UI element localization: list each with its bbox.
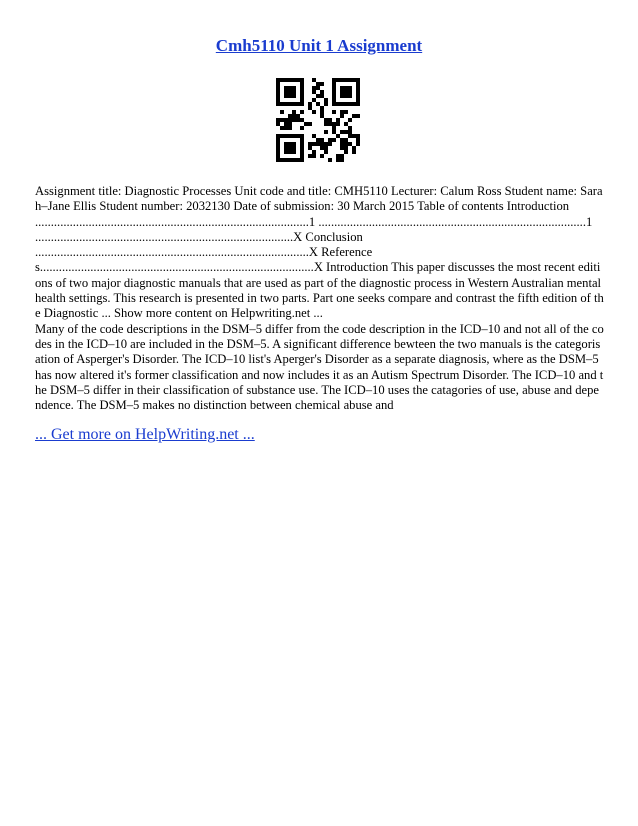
qr-code-icon (276, 78, 360, 162)
qr-module (300, 158, 304, 162)
qr-module (352, 146, 356, 150)
qr-module (344, 142, 348, 146)
qr-module (328, 118, 332, 122)
qr-module (280, 118, 284, 122)
qr-module (344, 138, 348, 142)
qr-module (344, 122, 348, 126)
qr-module (284, 150, 288, 154)
qr-module (284, 94, 288, 98)
qr-module (284, 78, 288, 82)
qr-module (276, 118, 280, 122)
qr-module (276, 134, 280, 138)
qr-module (292, 118, 296, 122)
qr-module (300, 86, 304, 90)
qr-module (308, 154, 312, 158)
qr-module (312, 134, 316, 138)
qr-module (320, 110, 324, 114)
qr-module (324, 98, 328, 102)
qr-module (312, 86, 316, 90)
qr-module (356, 98, 360, 102)
qr-module (276, 158, 280, 162)
qr-module (320, 142, 324, 146)
qr-module (332, 86, 336, 90)
qr-module (300, 78, 304, 82)
qr-module (288, 134, 292, 138)
qr-module (288, 122, 292, 126)
body-paragraph-1: Assignment title: Diagnostic Processes Unit code and title: CMH5110 Lecturer: Calum Ross Student name: Sarah–Jane Ellis Student number: 2032130 Date of submission: 30 March 2015 Table of contents Introduction .......................................................................................1 .....................................................................................1 ..................................................................................X Conclusion .......................................................................................X References.......................................................................................X Introduction This paper discusses the most recent editions of two major diagnostic manuals that are used as part of the diagnostic process in Western Australian mental health settings. This research is presented in two parts. Part one seeks compare and contrast the fifth edition of the Diagnostic ... Show more content on Helpwriting.net ... (35, 184, 604, 321)
qr-module (276, 82, 280, 86)
qr-module (288, 90, 292, 94)
qr-module (344, 150, 348, 154)
qr-module (284, 126, 288, 130)
qr-module (348, 142, 352, 146)
qr-module (280, 110, 284, 114)
qr-module (348, 130, 352, 134)
qr-module (356, 102, 360, 106)
qr-module (312, 90, 316, 94)
qr-module (340, 114, 344, 118)
qr-module (356, 142, 360, 146)
qr-module (276, 138, 280, 142)
qr-module (332, 94, 336, 98)
qr-module (336, 134, 340, 138)
qr-module (288, 118, 292, 122)
qr-module (348, 94, 352, 98)
qr-module (284, 86, 288, 90)
qr-module (276, 86, 280, 90)
qr-module (288, 86, 292, 90)
qr-module (332, 90, 336, 94)
qr-module (276, 122, 280, 126)
qr-module (296, 102, 300, 106)
qr-module (324, 146, 328, 150)
qr-module (328, 158, 332, 162)
qr-module (344, 110, 348, 114)
qr-module (284, 122, 288, 126)
qr-module (332, 98, 336, 102)
qr-module (356, 94, 360, 98)
qr-module (336, 158, 340, 162)
body-paragraph-2: Many of the code descriptions in the DSM–5 differ from the code description in the ICD–10 and not all of the codes in the ICD–10 are included in the DSM–5. A significant difference bewteen the two manuals is the categorisation of Asperger's Disorder. The ICD–10 list's Aperger's Disorder as a separate diagnosis, where as the DSM–5 has now altered it's former classification and now includes it as an Autism Spectrum Disorder. The ICD–10 and the DSM–5 differ in their classification of substance use. The ICD–10 uses the catagories of use, abuse and dependence. The DSM–5 makes no distinction between chemical abuse and (35, 321, 604, 413)
qr-module (276, 154, 280, 158)
qr-module (312, 110, 316, 114)
qr-module (332, 122, 336, 126)
qr-module (316, 142, 320, 146)
qr-module (292, 110, 296, 114)
qr-module (340, 90, 344, 94)
qr-module (288, 102, 292, 106)
qr-module (340, 110, 344, 114)
qr-module (300, 154, 304, 158)
qr-module (296, 134, 300, 138)
qr-module (352, 114, 356, 118)
qr-module (300, 102, 304, 106)
qr-module (296, 114, 300, 118)
qr-module (276, 90, 280, 94)
qr-module (332, 82, 336, 86)
qr-module (292, 114, 296, 118)
qr-module (316, 138, 320, 142)
qr-module (300, 126, 304, 130)
qr-module (280, 134, 284, 138)
qr-module (332, 110, 336, 114)
qr-module (312, 154, 316, 158)
qr-module (340, 154, 344, 158)
qr-module (292, 158, 296, 162)
qr-module (312, 78, 316, 82)
qr-module (336, 78, 340, 82)
qr-module (292, 142, 296, 146)
qr-module (356, 82, 360, 86)
qr-module (344, 130, 348, 134)
qr-module (336, 118, 340, 122)
qr-module (316, 86, 320, 90)
qr-module (336, 102, 340, 106)
qr-module (332, 126, 336, 130)
qr-module (312, 98, 316, 102)
qr-module (320, 114, 324, 118)
qr-module (284, 90, 288, 94)
qr-module (344, 90, 348, 94)
qr-module (300, 142, 304, 146)
qr-module (296, 118, 300, 122)
qr-module (276, 94, 280, 98)
document-body (35, 184, 605, 413)
qr-module (344, 146, 348, 150)
qr-module (320, 90, 324, 94)
qr-module (280, 126, 284, 130)
qr-module (300, 82, 304, 86)
qr-module (284, 142, 288, 146)
qr-module (276, 102, 280, 106)
qr-module (336, 154, 340, 158)
qr-module (340, 158, 344, 162)
qr-module (328, 122, 332, 126)
qr-module (276, 78, 280, 82)
qr-module (324, 118, 328, 122)
qr-module (300, 110, 304, 114)
qr-module (340, 138, 344, 142)
qr-module (280, 78, 284, 82)
qr-module (344, 86, 348, 90)
qr-module (296, 78, 300, 82)
qr-module (292, 86, 296, 90)
qr-module (288, 146, 292, 150)
qr-module (352, 78, 356, 82)
qr-module (288, 94, 292, 98)
qr-module (356, 78, 360, 82)
qr-module (288, 158, 292, 162)
qr-module (288, 126, 292, 130)
qr-module (332, 138, 336, 142)
qr-module (340, 130, 344, 134)
qr-module (348, 118, 352, 122)
qr-module (356, 114, 360, 118)
qr-module (356, 138, 360, 142)
qr-module (288, 150, 292, 154)
qr-module (320, 82, 324, 86)
qr-module (320, 94, 324, 98)
qr-module (300, 150, 304, 154)
qr-module (356, 134, 360, 138)
qr-module (288, 78, 292, 82)
qr-module (336, 122, 340, 126)
qr-module (348, 78, 352, 82)
qr-module (320, 154, 324, 158)
get-more-link[interactable]: ... Get more on HelpWriting.net ... (35, 426, 255, 443)
qr-module (308, 146, 312, 150)
qr-module (328, 138, 332, 142)
qr-module (340, 142, 344, 146)
qr-module (348, 102, 352, 106)
qr-module (324, 122, 328, 126)
qr-module (332, 78, 336, 82)
qr-module (340, 78, 344, 82)
qr-module (340, 102, 344, 106)
qr-module (308, 102, 312, 106)
qr-module (292, 150, 296, 154)
qr-module (300, 138, 304, 142)
qr-module (276, 98, 280, 102)
qr-module (324, 130, 328, 134)
qr-module (288, 114, 292, 118)
qr-module (324, 142, 328, 146)
qr-module (280, 158, 284, 162)
qr-module (316, 82, 320, 86)
qr-module (292, 102, 296, 106)
qr-module (340, 86, 344, 90)
qr-module (284, 158, 288, 162)
qr-module (320, 138, 324, 142)
qr-module (292, 146, 296, 150)
qr-module (356, 86, 360, 90)
qr-module (284, 118, 288, 122)
qr-module (328, 142, 332, 146)
qr-module (312, 142, 316, 146)
qr-module (320, 146, 324, 150)
qr-module (276, 146, 280, 150)
qr-module (324, 150, 328, 154)
qr-module (284, 102, 288, 106)
qr-module (316, 94, 320, 98)
qr-module (300, 146, 304, 150)
qr-module (344, 78, 348, 82)
qr-module (332, 102, 336, 106)
qr-module (312, 150, 316, 154)
qr-module (304, 122, 308, 126)
qr-module (296, 158, 300, 162)
qr-module (324, 102, 328, 106)
qr-module (300, 98, 304, 102)
document-title[interactable]: Cmh5110 Unit 1 Assignment (215, 36, 423, 55)
qr-module (300, 90, 304, 94)
qr-module (300, 94, 304, 98)
qr-module (340, 146, 344, 150)
qr-module (344, 102, 348, 106)
qr-module (276, 142, 280, 146)
qr-module (344, 94, 348, 98)
qr-module (276, 150, 280, 154)
qr-module (308, 106, 312, 110)
qr-module (284, 146, 288, 150)
qr-module (348, 86, 352, 90)
qr-module (308, 142, 312, 146)
qr-module (352, 102, 356, 106)
qr-module (340, 94, 344, 98)
qr-module (348, 134, 352, 138)
qr-module (356, 90, 360, 94)
qr-module (352, 134, 356, 138)
qr-module (288, 142, 292, 146)
qr-module (316, 102, 320, 106)
qr-module (320, 106, 324, 110)
qr-module (352, 150, 356, 154)
qr-module (300, 134, 304, 138)
qr-module (292, 94, 296, 98)
qr-module (284, 134, 288, 138)
qr-module (292, 134, 296, 138)
qr-module (348, 90, 352, 94)
qr-module (348, 126, 352, 130)
qr-module (292, 90, 296, 94)
qr-module (308, 122, 312, 126)
qr-module (300, 118, 304, 122)
qr-module (332, 130, 336, 134)
qr-module (292, 78, 296, 82)
qr-module (280, 102, 284, 106)
